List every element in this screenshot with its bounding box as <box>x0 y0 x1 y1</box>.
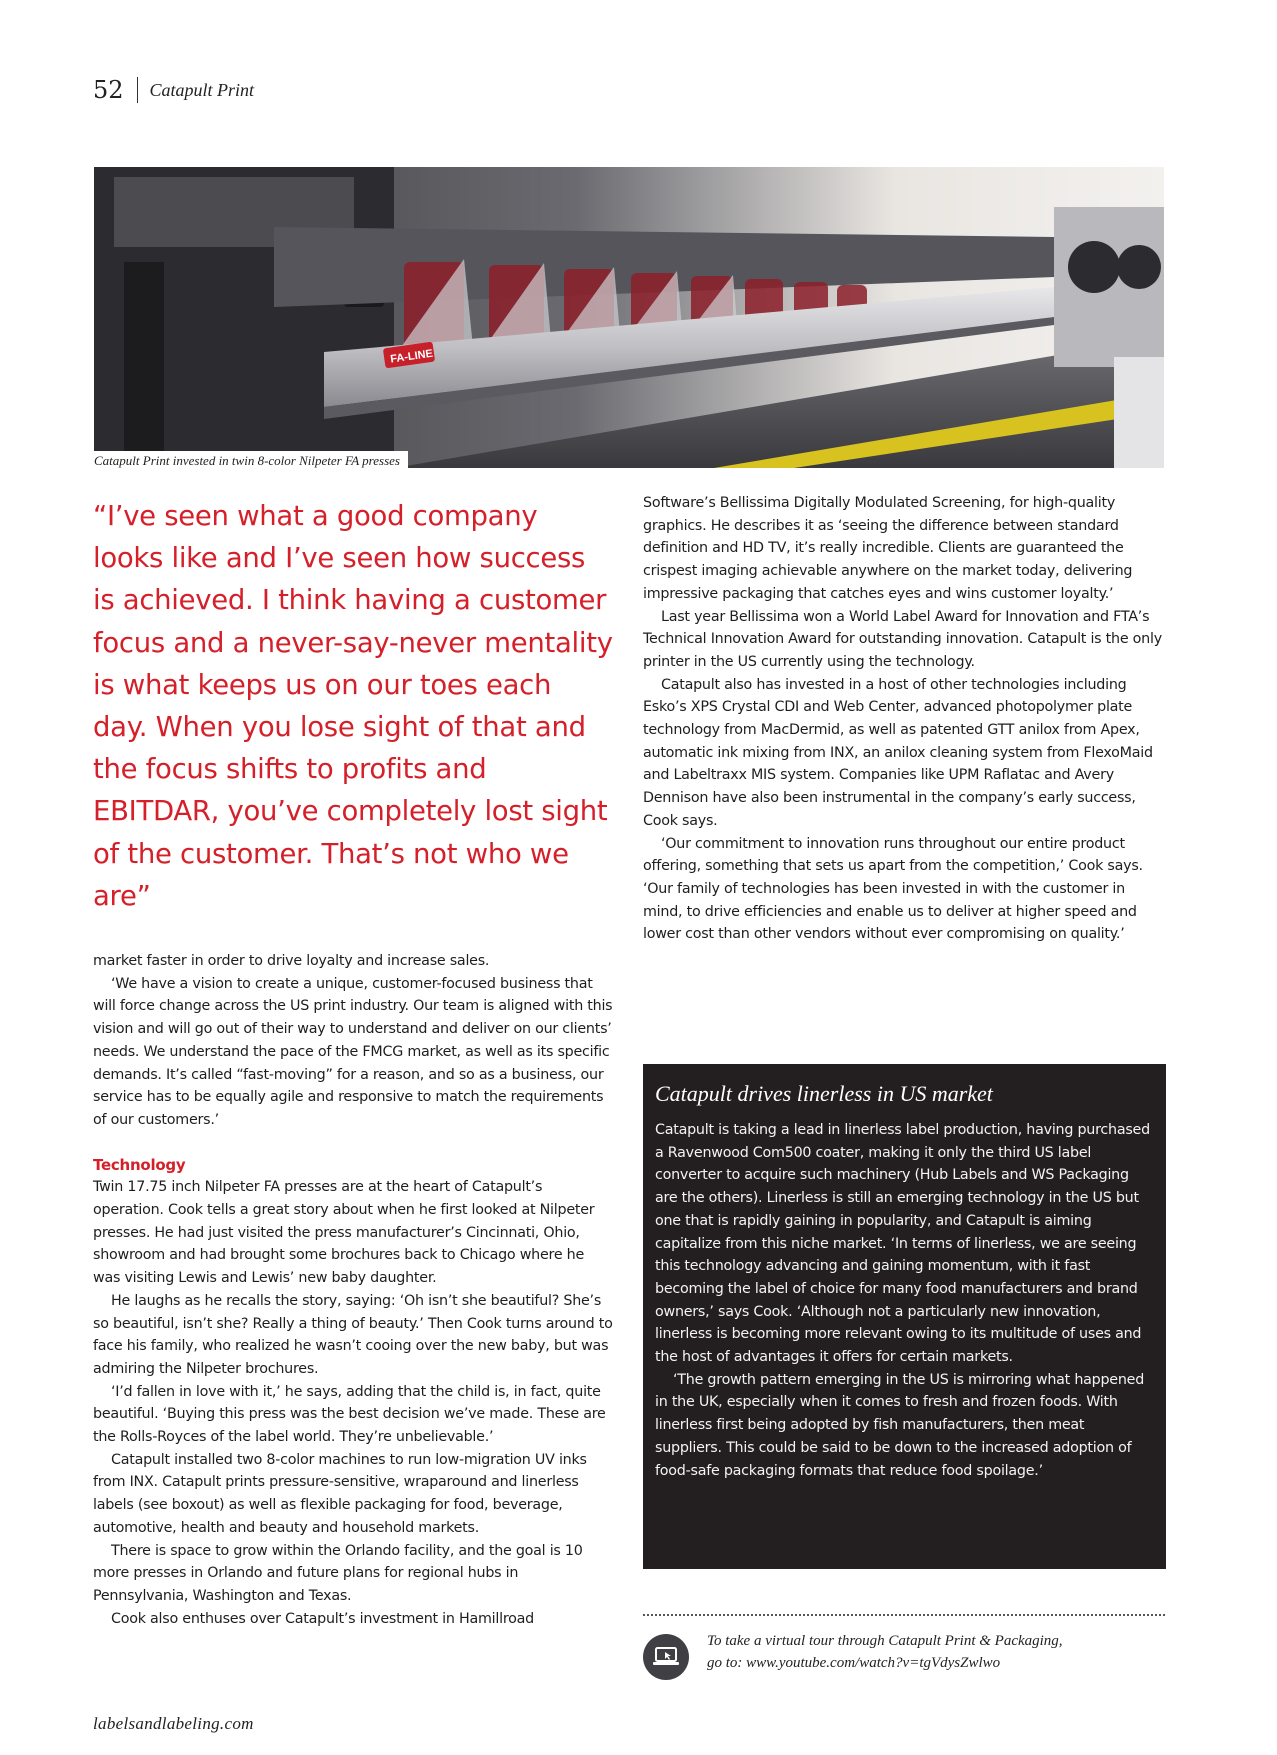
virtual-tour-link[interactable]: go to: www.youtube.com/watch?v=tgVdysZwlwo <box>707 1655 1001 1671</box>
photo-caption: Catapult Print invested in twin 8-color Nilpeter FA presses <box>94 451 408 472</box>
paragraph: ‘We have a vision to create a unique, customer-focused business that will force change across the US print industry. Our team is aligned with this vision and will go out of their way to understand and deliver on our clients’ needs. We understand the pace of the FMCG market, as well as its specific demands. It’s called “fast-moving” for a reason, and so as a business, our service has to be equally agile and responsive to match the requirements of our customers.’ <box>93 975 613 1128</box>
subhead-technology: Technology <box>93 1155 186 1174</box>
section-name: Catapult Print <box>149 79 255 100</box>
laptop-cursor-icon <box>643 1634 689 1680</box>
boxout-linerless <box>643 1064 1166 1569</box>
paragraph: He laughs as he recalls the story, saying: ‘Oh isn’t she beautiful? She’s so beautiful, isn’t she? Really a thing of beauty.’ Then Cook turns around to face his family, who realized he wasn’t cooing over the new baby, but was admiring the Nilpeter brochures. <box>93 1292 613 1377</box>
paragraph: Last year Bellissima won a World Label Award for Innovation and FTA’s Technical Innovation Award for outstanding innovation. Catapult is the only printer in the US currently using the technology. <box>643 608 1162 670</box>
boxout-body <box>655 1119 1154 1482</box>
running-header <box>93 74 254 106</box>
paragraph: ‘I’d fallen in love with it,’ he says, adding that the child is, in fact, quite beautiful. ‘Buying this press was the best decision we’ve made. These are the Rolls-Royces of the label world. They’re unbelievable.’ <box>93 1383 606 1446</box>
machine-label: FA-LINE <box>389 347 434 366</box>
right-column <box>643 492 1167 946</box>
pull-quote: “I’ve seen what a good company looks like and I’ve seen how success is achieved. I think having a customer focus and a never-say-never mentality is what keeps us on our toes each day. When you lose sight of that and the focus shifts to profits and EBITDAR, you’ve completely lost sight of the customer. That’s not who we are” <box>93 500 613 912</box>
paragraph: Software’s Bellissima Digitally Modulated Screening, for high-quality graphics. He describes it as ‘seeing the difference between standard definition and HD TV, it’s really incredible. Clients are guaranteed the crispest imaging achievable anywhere on the market today, delivering impressive packaging that catches eyes and wins customer loyalty.’ <box>643 495 1133 602</box>
paragraph: Twin 17.75 inch Nilpeter FA presses are at the heart of Catapult’s operation. Cook tells a great story about when he first looked at Nilpeter presses. He had just visited the press manufacturer’s Cincinnati, Ohio, showroom and had brought some brochures back to Chicago where he was visiting Lewis and Lewis’ new baby daughter. <box>93 1179 595 1287</box>
virtual-tour-note <box>643 1630 1165 1680</box>
page-number: 52 <box>93 76 124 104</box>
virtual-tour-text <box>707 1630 1177 1674</box>
paragraph: Catapult installed two 8-color machines to run low-migration UV inks from INX. Catapult prints pressure-sensitive, wraparound and linerless labels (see boxout) as well as flexible packaging for food, beverage, automotive, health and beauty and household markets. <box>93 1451 587 1536</box>
left-column <box>93 950 613 1630</box>
boxout-title: Catapult drives linerless in US market <box>655 1081 993 1106</box>
paragraph: ‘The growth pattern emerging in the US is mirroring what happened in the UK, especially when it comes to fresh and frozen foods. With linerless first being adopted by fish manufacturers, then meat suppliers. This could be said to be down to the increased adoption of food-safe packaging formats that reduce food spoilage.’ <box>655 1371 1145 1479</box>
paragraph: ‘Our commitment to innovation runs throughout our entire product offering, something that sets us apart from the competition,’ Cook says. ‘Our family of technologies has been invested in with the customer in mind, to drive efficiencies and enable us to deliver at higher speed and lower cost than other vendors without ever compromising on quality.’ <box>643 835 1143 943</box>
virtual-tour-line1: To take a virtual tour through Catapult Print & Packaging, <box>707 1633 1063 1649</box>
paragraph: Cook also enthuses over Catapult’s investment in Hamillroad <box>111 1610 534 1627</box>
paragraph: market faster in order to drive loyalty and increase sales. <box>93 953 490 969</box>
header-divider <box>137 77 138 103</box>
printing-press-photo <box>94 167 1164 468</box>
paragraph: There is space to grow within the Orlando facility, and the goal is 10 more presses in Orlando and future plans for regional hubs in Pennsylvania, Washington and Texas. <box>93 1542 583 1604</box>
paragraph: Catapult also has invested in a host of other technologies including Esko’s XPS Crystal CDI and Web Center, advanced photopolymer plate technology from MacDermid, as well as patented GTT anilox from Apex, automatic ink mixing from INX, an anilox cleaning system from FlexoMaid and Labeltraxx MIS system. Companies like UPM Raflatac and Avery Dennison have also been instrumental in the company’s early success, Cook says. <box>643 676 1153 829</box>
paragraph: Catapult is taking a lead in linerless label production, having purchased a Ravenwood Com500 coater, making it only the third US label converter to acquire such machinery (Hub Labels and WS Packaging are the others). Linerless is still an emerging technology in the US but one that is rapidly gaining in popularity, and Catapult is aiming capitalize from this niche market. ‘In terms of linerless, we are seeing this technology advancing and gaining momentum, with it fast becoming the label of choice for many food manufacturers and brand owners,’ says Cook. ‘Although not a particularly new innovation, linerless is becoming more relevant owing to its multitude of uses and the host of advantages it offers for certain markets. <box>655 1122 1150 1366</box>
footer-website: labelsandlabeling.com <box>93 1714 254 1733</box>
dotted-divider <box>643 1614 1165 1616</box>
